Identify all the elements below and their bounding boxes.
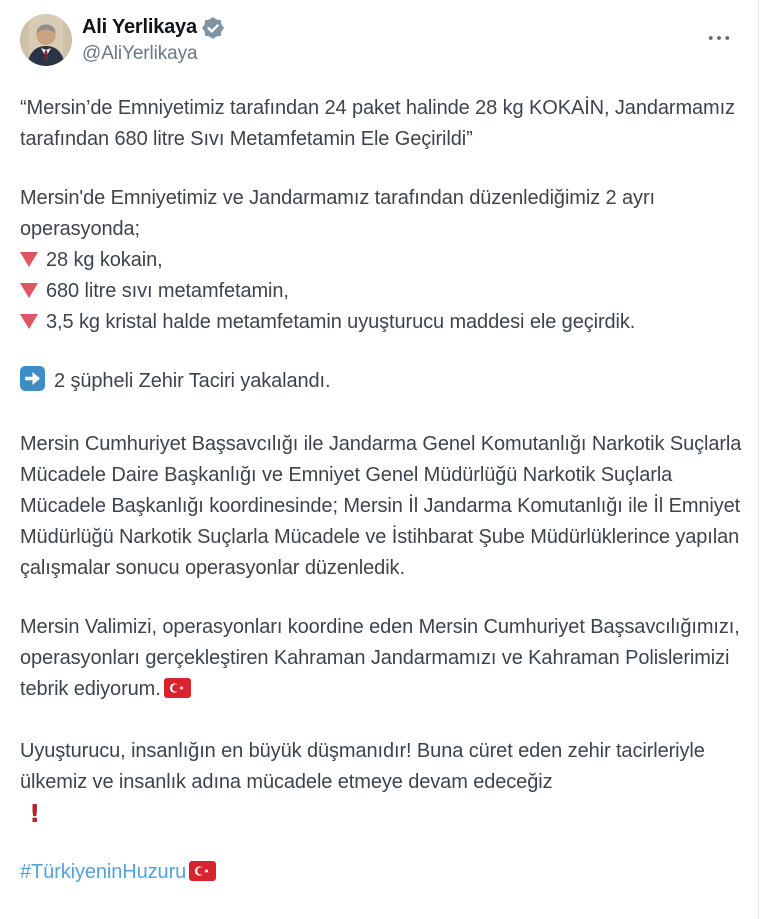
more-icon — [708, 35, 730, 41]
user-handle[interactable]: @AliYerlikaya — [82, 43, 198, 64]
hashtag-link[interactable]: #TürkiyeninHuzuru — [20, 861, 187, 883]
bullet-text: 680 litre sıvı metamfetamin, — [46, 280, 289, 302]
avatar[interactable] — [20, 14, 72, 66]
bullet-line — [20, 276, 744, 307]
display-name[interactable]: Ali Yerlikaya — [82, 16, 197, 38]
turkey-flag-icon — [189, 860, 216, 891]
turkey-flag-icon — [164, 677, 191, 708]
user-id-block — [82, 14, 224, 65]
hashtag-line — [20, 857, 744, 891]
scroll-edge-line — [754, 0, 755, 919]
tweet-paragraph-intro: Mersin'de Emniyetimiz ve Jandarmamız tarafından düzenlediğimiz 2 ayrı operasyonda; — [20, 187, 655, 240]
operation-summary-block — [20, 183, 744, 338]
arrest-text: 2 şüpheli Zehir Taciri yakalandı. — [54, 370, 331, 392]
exclamation-icon: ! — [29, 799, 41, 828]
scroll-edge-line — [758, 0, 759, 919]
tweet-paragraph-closing — [20, 736, 744, 829]
red-triangle-icon — [20, 283, 38, 298]
more-menu-button[interactable] — [702, 22, 736, 52]
red-triangle-icon — [20, 314, 38, 329]
bullet-text: 28 kg kokain, — [46, 249, 163, 271]
tweet-paragraph-operation: Mersin Cumhuriyet Başsavcılığı ile Jandarma Genel Komutanlığı Narkotik Suçlarla Mücadele Daire Başkanlığı ve Emniyet Genel Müdürlüğü Narkotik Suçlarla Mücadele Başkanlığı koordinesinde; Mersin İl Jandarma Komutanlığı ile İl Emniyet Müdürlüğü Narkotik Suçlarla Mücadele ve İstihbarat Şube Müdürlüklerince yapılan çalışmalar sonucu operasyonlar düzenledik. — [20, 433, 742, 579]
closing-text: Uyuşturucu, insanlığın en büyük düşmanıdır! Buna cüret eden zehir tacirleriyle ülkemiz ve insanlık adına mücadele etmeye devam edeceğiz — [20, 740, 705, 793]
red-triangle-icon — [20, 252, 38, 267]
arrow-right-icon — [20, 366, 45, 401]
congrats-text: Mersin Valimizi, operasyonları koordine eden Mersin Cumhuriyet Başsavcılığımızı, operasyonları gerçekleştiren Kahraman Jandarmamızı ve Kahraman Polislerimizi tebrik ediyorum. — [20, 616, 740, 700]
tweet-text — [20, 93, 744, 891]
tweet-paragraph-congrats — [20, 612, 744, 708]
bullet-line — [20, 245, 744, 276]
bullet-line — [20, 307, 744, 338]
bullet-text: 3,5 kg kristal halde metamfetamin uyuşturucu maddesi ele geçirdik. — [46, 311, 636, 333]
tweet-header — [20, 14, 744, 66]
arrest-line — [20, 366, 744, 401]
tweet-paragraph-quote: “Mersin’de Emniyetimiz tarafından 24 paket halinde 28 kg KOKAİN, Jandarmamız tarafından 680 litre Sıvı Metamfetamin Ele Geçirildi” — [20, 97, 735, 150]
verified-badge-icon — [202, 17, 224, 39]
